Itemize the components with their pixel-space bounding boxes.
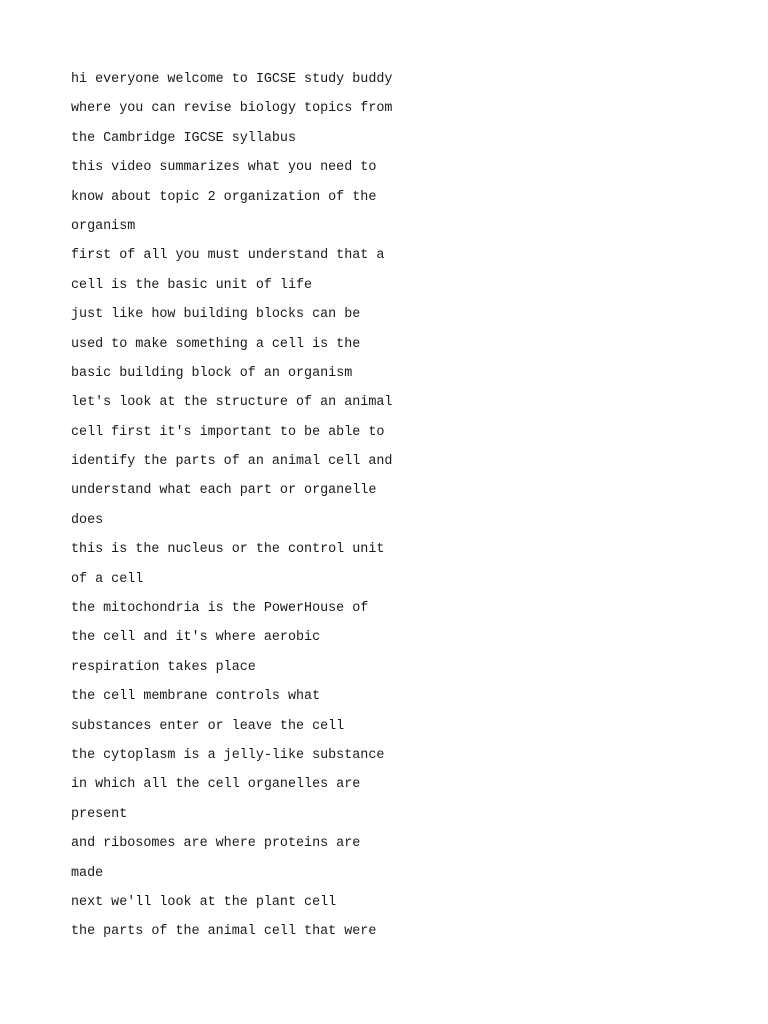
transcript-line: know about topic 2 organization of the [71, 189, 377, 205]
transcript-line: the mitochondria is the PowerHouse of [71, 601, 369, 617]
transcript-line: the Cambridge IGCSE syllabus [71, 130, 296, 146]
transcript-line: present [71, 806, 128, 822]
transcript-line: of a cell [71, 571, 144, 587]
transcript-line: substances enter or leave the cell [71, 718, 345, 734]
transcript-text [71, 65, 392, 947]
transcript-line: next we'll look at the plant cell [71, 894, 337, 910]
transcript-line: organism [71, 218, 136, 234]
transcript-line: respiration takes place [71, 659, 256, 675]
transcript-line: the cell and it's where aerobic [71, 630, 321, 646]
transcript-line: the parts of the animal cell that were [71, 924, 377, 940]
transcript-line: cell is the basic unit of life [71, 277, 313, 293]
transcript-line: used to make something a cell is the [71, 336, 361, 352]
transcript-line: the cytoplasm is a jelly-like substance [71, 747, 385, 763]
transcript-line: just like how building blocks can be [71, 307, 361, 323]
transcript-line: does [71, 512, 104, 528]
transcript-line: made [71, 865, 104, 881]
transcript-line: this video summarizes what you need to [71, 160, 377, 176]
transcript-line: first of all you must understand that a [71, 248, 385, 264]
transcript-line: cell first it's important to be able to [71, 424, 385, 440]
transcript-line: understand what each part or organelle [71, 483, 377, 499]
transcript-line: in which all the cell organelles are [71, 777, 361, 793]
transcript-line: identify the parts of an animal cell and [71, 454, 393, 470]
transcript-line: and ribosomes are where proteins are [71, 836, 361, 852]
transcript-line: hi everyone welcome to IGCSE study buddy [71, 72, 393, 87]
transcript-line: where you can revise biology topics from [71, 101, 393, 117]
transcript-line: the cell membrane controls what [71, 689, 321, 705]
transcript-line: let's look at the structure of an animal [71, 395, 393, 411]
transcript-line: basic building block of an organism [71, 365, 353, 381]
transcript-line: this is the nucleus or the control unit [71, 542, 385, 558]
